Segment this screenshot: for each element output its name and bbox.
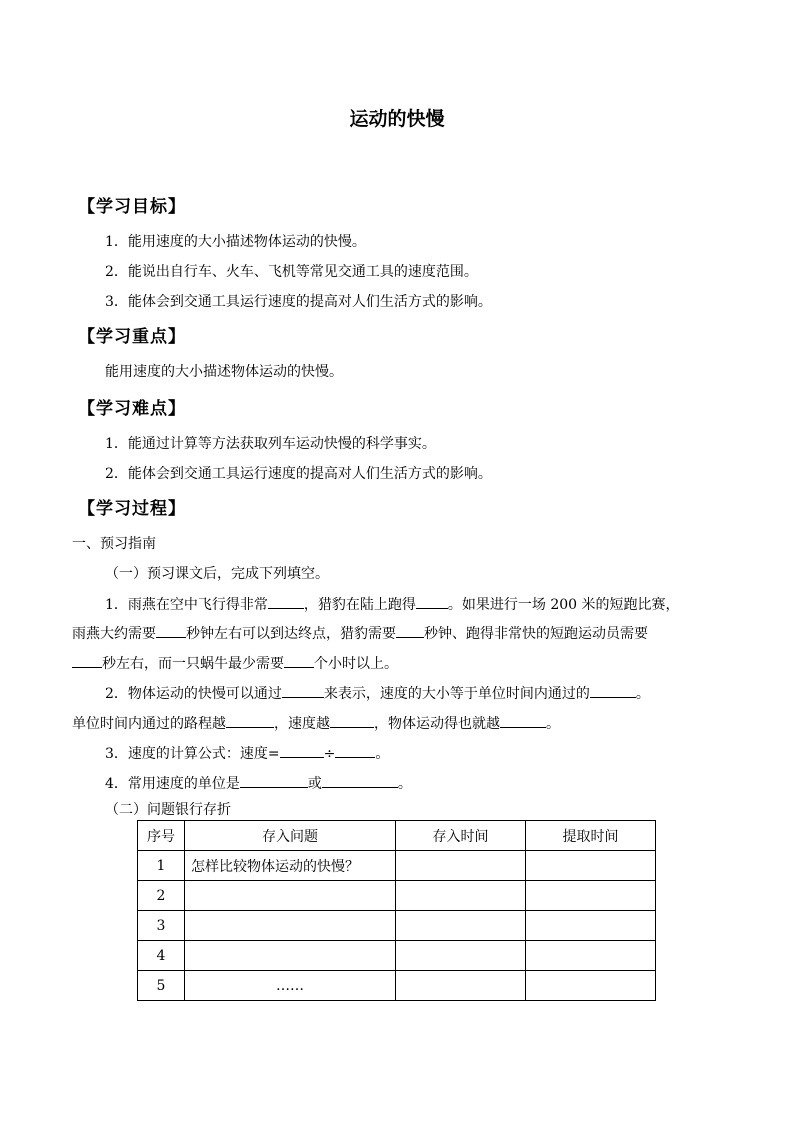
fill-blank[interactable] [330,712,374,728]
q4-text-b: 或 [307,776,322,792]
table-row [138,941,656,971]
withdraw-time-cell[interactable] [526,941,656,971]
row-number: 1 [138,851,185,881]
q2-text-f: ，物体运动得也就越 [374,716,500,732]
question-1-line-3 [72,652,398,674]
withdraw-time-cell[interactable] [526,911,656,941]
column-header-withdraw-time: 提取时间 [526,821,656,851]
question-cell[interactable] [185,881,396,911]
q4-text-c: 。 [397,776,412,792]
deposit-time-cell[interactable] [396,971,526,1001]
question-1-line-1 [105,593,680,615]
row-number: 4 [138,941,185,971]
row-number: 3 [138,911,185,941]
question-1-line-2 [72,622,648,644]
table-header-row [138,821,656,851]
fill-blank[interactable] [396,622,424,638]
fill-blank[interactable] [500,712,546,728]
q1-text-g: 秒左右，而一只蜗牛最少需要 [102,656,284,672]
page-title: 运动的快慢 [349,108,445,130]
goal-item-1: 1．能用速度的大小描述物体运动的快慢。 [105,234,366,250]
q2-text-c: 。 [635,686,650,702]
fill-blank[interactable] [268,593,304,609]
goal-item-2: 2．能说出自行车、火车、飞机等常见交通工具的速度范围。 [105,264,478,280]
q1-text-c: 。如果进行一场 200 米的短跑比赛， [447,597,680,613]
row-number: 2 [138,881,185,911]
fill-blank[interactable] [72,652,102,668]
question-cell[interactable]: 怎样比较物体运动的快慢？ [185,851,396,881]
table-row [138,881,656,911]
withdraw-time-cell[interactable] [526,971,656,1001]
table-row [138,971,656,1001]
question-bank-table [137,820,656,1001]
question-3 [105,742,389,764]
q1-text-h: 个小时以上。 [314,656,398,672]
q2-text-d: 单位时间内通过的路程越 [72,716,226,732]
deposit-time-cell[interactable] [396,851,526,881]
q3-text-c: 。 [375,746,390,762]
fill-blank[interactable] [156,622,186,638]
heading-difficulties: 【学习难点】 [78,399,186,419]
part-1-title: 一、预习指南 [72,536,156,552]
column-header-question: 存入问题 [185,821,396,851]
q1-text-e: 秒钟左右可以到达终点，猎豹需要 [186,626,396,642]
sub-section-1-title: （一）预习课文后，完成下列填空。 [105,566,329,582]
goal-item-3: 3．能体会到交通工具运行速度的提高对人们生活方式的影响。 [105,294,492,310]
question-cell[interactable] [185,941,396,971]
heading-goals: 【学习目标】 [78,197,186,217]
fill-blank[interactable] [284,652,314,668]
withdraw-time-cell[interactable] [526,851,656,881]
question-4 [105,772,412,794]
fill-blank[interactable] [335,742,375,758]
fill-blank[interactable] [416,593,448,609]
fill-blank[interactable] [322,772,398,788]
q4-text-a: 4．常用速度的单位是 [105,776,240,792]
fill-blank[interactable] [282,682,324,698]
q1-text-a: 1．雨燕在空中飞行得非常 [105,597,268,613]
q1-text-d: 雨燕大约需要 [72,626,156,642]
q3-text-a: 3．速度的计算公式：速度= [105,746,280,762]
fill-blank[interactable] [280,742,324,758]
table-row [138,851,656,881]
fill-blank[interactable] [240,772,308,788]
q1-text-b: ，猎豹在陆上跑得 [303,597,416,613]
sub-section-2-title: （二）问题银行存折 [105,802,231,818]
question-cell[interactable]: …… [185,971,396,1001]
key-point-item-1: 能用速度的大小描述物体运动的快慢。 [105,364,343,380]
difficulty-item-2: 2．能体会到交通工具运行速度的提高对人们生活方式的影响。 [105,466,492,482]
question-2-line-1 [105,682,650,704]
q2-text-a: 2．物体运动的快慢可以通过 [105,686,282,702]
column-header-number: 序号 [138,821,185,851]
question-2-line-2 [72,712,560,734]
fill-blank[interactable] [590,682,636,698]
deposit-time-cell[interactable] [396,881,526,911]
q2-text-e: ，速度越 [274,716,330,732]
q3-text-b: ÷ [323,746,336,762]
row-number: 5 [138,971,185,1001]
column-header-deposit-time: 存入时间 [396,821,526,851]
heading-process: 【学习过程】 [78,499,186,519]
question-cell[interactable] [185,911,396,941]
deposit-time-cell[interactable] [396,941,526,971]
fill-blank[interactable] [226,712,274,728]
deposit-time-cell[interactable] [396,911,526,941]
q2-text-b: 来表示，速度的大小等于单位时间内通过的 [323,686,590,702]
difficulty-item-1: 1．能通过计算等方法获取列车运动快慢的科学事实。 [105,436,436,452]
q2-text-g: 。 [546,716,560,732]
table-row [138,911,656,941]
heading-key-points: 【学习重点】 [78,327,186,347]
q1-text-f: 秒钟、跑得非常快的短跑运动员需要 [424,626,648,642]
withdraw-time-cell[interactable] [526,881,656,911]
